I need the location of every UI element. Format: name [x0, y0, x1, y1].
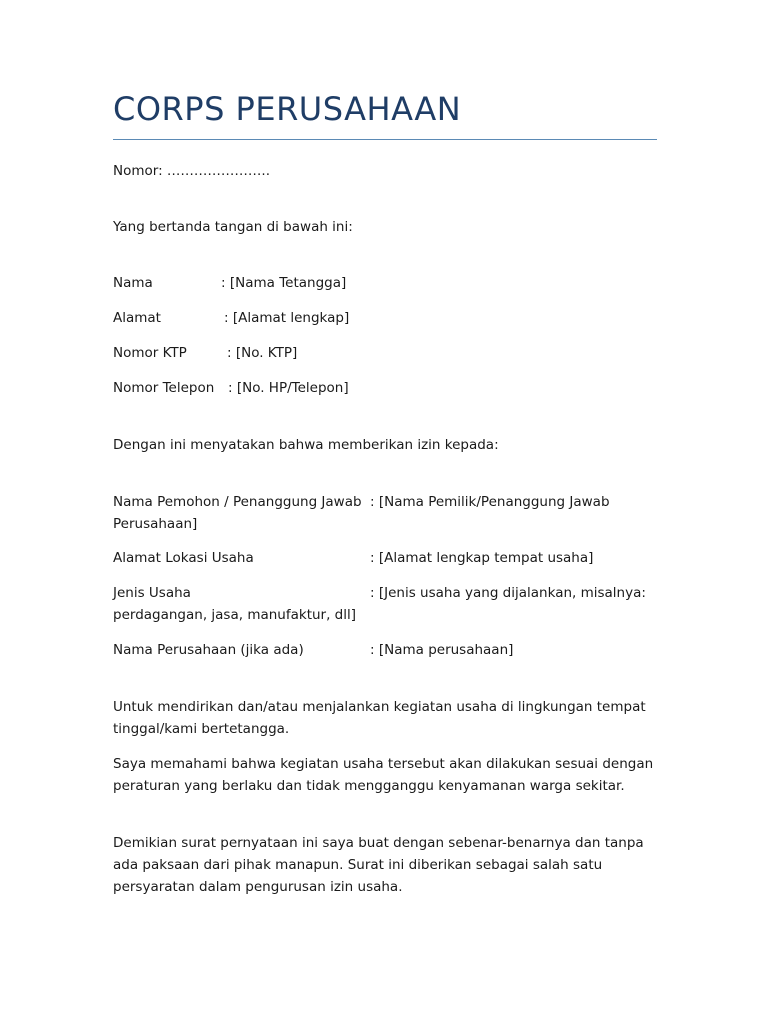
statement-text: Dengan ini menyatakan bahwa memberikan izin kepada: [113, 437, 499, 453]
paragraph-compliance-line-1: Saya memahami bahwa kegiatan usaha tersebut akan dilakukan sesuai dengan [113, 756, 654, 772]
paragraph-closing-line-2: ada paksaan dari pihak manapun. Surat ini diberikan sebagai salah satu [113, 857, 603, 873]
paragraph-purpose-line-2: tinggal/kami bertetangga. [113, 721, 290, 737]
paragraph-closing-line-3: persyaratan dalam pengurusan izin usaha. [113, 879, 403, 895]
paragraph-purpose-line-1: Untuk mendirikan dan/atau menjalankan kegiatan usaha di lingkungan tempat [113, 699, 646, 715]
signer-phone-value: : [No. HP/Telepon] [228, 380, 349, 396]
business-location-label: Alamat Lokasi Usaha [113, 550, 254, 566]
signer-name-label: Nama [113, 275, 153, 291]
nomor-line: Nomor: ………………….. [113, 163, 271, 179]
business-type-value: : [Jenis usaha yang dijalankan, misalnya: [370, 585, 646, 601]
business-type-label: Jenis Usaha [113, 585, 191, 601]
business-location-value: : [Alamat lengkap tempat usaha] [370, 550, 594, 566]
signer-name-value: : [Nama Tetangga] [221, 275, 347, 291]
title-underline [113, 139, 657, 140]
business-type-continued: perdagangan, jasa, manufaktur, dll] [113, 607, 357, 623]
signer-ktp-value: : [No. KTP] [227, 345, 298, 361]
applicant-name-value: : [Nama Pemilik/Penanggung Jawab [370, 494, 610, 510]
company-name-value: : [Nama perusahaan] [370, 642, 514, 658]
paragraph-closing-line-1: Demikian surat pernyataan ini saya buat dengan sebenar-benarnya dan tanpa [113, 835, 644, 851]
document-title: CORPS PERUSAHAAN [113, 90, 462, 128]
applicant-name-label: Nama Pemohon / Penanggung Jawab [113, 494, 362, 510]
signer-address-value: : [Alamat lengkap] [224, 310, 350, 326]
paragraph-compliance-line-2: peraturan yang berlaku dan tidak mengganggu kenyamanan warga sekitar. [113, 778, 625, 794]
signer-ktp-label: Nomor KTP [113, 345, 187, 361]
signer-phone-label: Nomor Telepon [113, 380, 215, 396]
intro-text: Yang bertanda tangan di bawah ini: [113, 219, 353, 235]
signer-address-label: Alamat [113, 310, 161, 326]
company-name-label: Nama Perusahaan (jika ada) [113, 642, 304, 658]
applicant-name-continued: Perusahaan] [113, 516, 198, 532]
